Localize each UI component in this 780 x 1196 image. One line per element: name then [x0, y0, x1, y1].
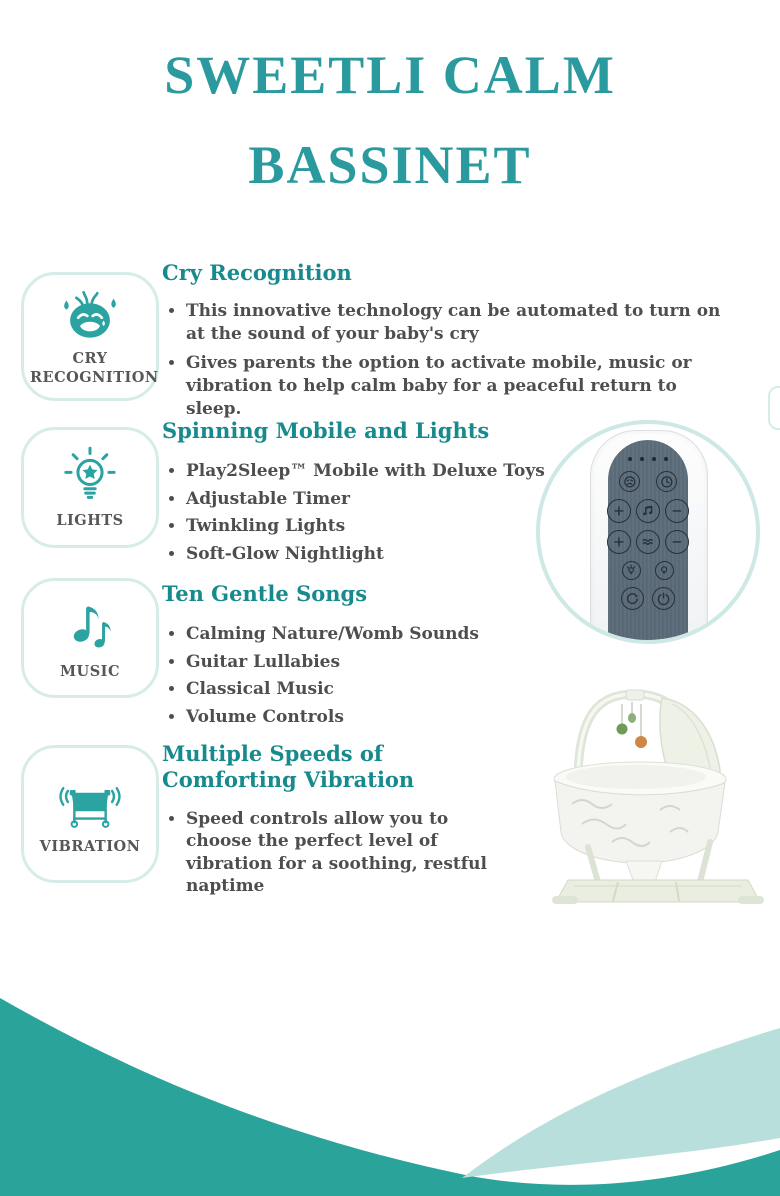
- bullet-item: • Adjustable Timer: [186, 488, 556, 511]
- bottom-wave-decoration: [0, 966, 780, 1196]
- music-volume-up-button-icon: [607, 499, 631, 523]
- bullet-item: • Twinkling Lights: [186, 515, 556, 538]
- lightbulb-star-icon: [59, 444, 121, 510]
- bullet-list: [162, 623, 556, 728]
- remote-body: [590, 430, 708, 644]
- nightlight-button-icon: [655, 561, 674, 580]
- section-heading: Spinning Mobile and Lights: [162, 418, 490, 443]
- bullet-item: • This innovative technology can be automated to turn on at the sound of your baby's cry: [186, 300, 731, 345]
- feature-card-label: VIBRATION: [39, 837, 141, 855]
- feature-card-label: LIGHTS: [56, 512, 124, 530]
- vibrating-bassinet-icon: [55, 772, 125, 836]
- power-button-icon: [652, 587, 675, 610]
- feature-card-label: CRY RECOGNITION: [30, 350, 159, 386]
- vibration-button-icon: [636, 530, 660, 554]
- bullet-item: • Soft-Glow Nightlight: [186, 543, 556, 566]
- feature-card-music: [21, 578, 159, 698]
- bullet-item: • Calming Nature/Womb Sounds: [186, 623, 556, 646]
- vibration-speed-down-button-icon: [665, 530, 689, 554]
- music-button-icon: [636, 499, 660, 523]
- bullet-item: • Volume Controls: [186, 706, 556, 729]
- section-cry-recognition: [162, 260, 731, 427]
- page-title-line2: BASSINET: [248, 135, 532, 195]
- twinkle-lights-button-icon: [622, 561, 641, 580]
- timer-button-icon: [656, 471, 677, 492]
- bullet-item: • Gives parents the option to activate mobile, music or vibration to help calm baby for a peaceful return to sleep.: [186, 352, 731, 420]
- bullet-list: [162, 300, 731, 420]
- control-panel-face: [608, 440, 688, 644]
- feature-card-vibration: [21, 745, 159, 883]
- bassinet-product-figure: [540, 682, 775, 904]
- page-title-line1: SWEETLI CALM: [164, 45, 616, 105]
- bullet-item: • Classical Music: [186, 678, 556, 701]
- vibration-speed-up-button-icon: [607, 530, 631, 554]
- mobile-spin-button-icon: [621, 587, 644, 610]
- feature-card-cry-recognition: [21, 272, 159, 401]
- bullet-item: • Play2Sleep™ Mobile with Deluxe Toys: [186, 460, 556, 483]
- section-songs: [162, 581, 556, 734]
- cry-detection-button-icon: [619, 471, 640, 492]
- section-heading: Cry Recognition: [162, 260, 352, 285]
- section-mobile-lights: [162, 418, 556, 571]
- section-heading: Multiple Speeds of Comforting Vibration: [162, 741, 415, 793]
- decorative-frame-fragment: [768, 386, 780, 430]
- storage-tray: [556, 880, 760, 902]
- bullet-list: [162, 460, 556, 565]
- bullet-item: • Guitar Lullabies: [186, 651, 556, 674]
- section-heading: Ten Gentle Songs: [162, 581, 368, 606]
- music-volume-down-button-icon: [665, 499, 689, 523]
- wave-pale-teal: [462, 1028, 780, 1178]
- indicator-dots: [628, 457, 668, 461]
- crying-baby-icon: [57, 286, 123, 348]
- control-panel-figure: [536, 420, 760, 644]
- feature-card-lights: [21, 427, 159, 548]
- feature-card-label: MUSIC: [60, 662, 120, 680]
- bullet-list: [162, 808, 516, 898]
- panel-buttons: [607, 471, 689, 617]
- music-notes-icon: [59, 595, 121, 661]
- section-vibration: [162, 741, 516, 905]
- bullet-item: • Speed controls allow you to choose the perfect level of vibration for a soothing, restful naptime: [186, 808, 516, 898]
